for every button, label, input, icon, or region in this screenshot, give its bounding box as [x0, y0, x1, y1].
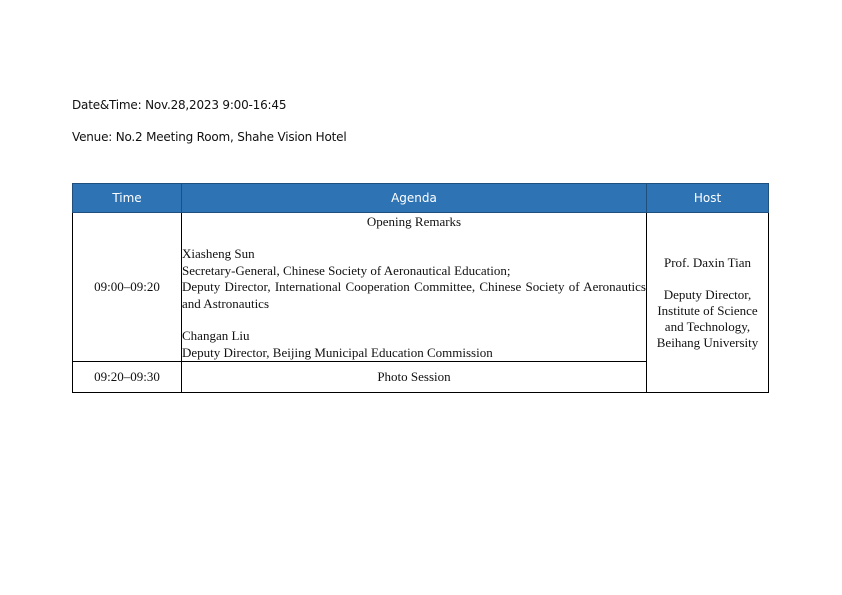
agenda-table: [72, 183, 769, 393]
speaker-role: Deputy Director, International Cooperation Committee, Chinese Society of Aeronautics and Astronautics: [182, 279, 646, 311]
speaker-role: Deputy Director, Beijing Municipal Education Commission: [182, 344, 493, 360]
column-header-time: Time: [73, 184, 182, 213]
agenda-cell: [182, 213, 647, 362]
time-cell: 09:20–09:30: [73, 362, 182, 393]
host-title-line: Deputy Director,: [663, 286, 752, 302]
column-header-host: Host: [647, 184, 769, 213]
agenda-item-title: Photo Session: [182, 362, 647, 393]
host-name: Prof. Daxin Tian: [663, 254, 752, 270]
column-header-agenda: Agenda: [182, 184, 647, 213]
event-venue: Venue: No.2 Meeting Room, Shahe Vision Hotel: [72, 130, 347, 144]
host-title-line: Beihang University: [656, 334, 759, 350]
speaker-name: Changan Liu: [182, 328, 250, 343]
table-header-row: [73, 184, 769, 213]
speaker-role: Secretary-General, Chinese Society of Aeronautical Education;: [182, 262, 511, 278]
table-row: [73, 213, 769, 362]
host-title-line: Institute of Science: [657, 302, 758, 318]
speaker-name: Xiasheng Sun: [182, 246, 255, 261]
time-cell: 09:00–09:20: [73, 213, 182, 362]
host-cell: [647, 213, 769, 393]
agenda-item-title: Opening Remarks: [366, 214, 462, 229]
host-title-line: and Technology,: [664, 318, 751, 334]
event-datetime: Date&Time: Nov.28,2023 9:00-16:45: [72, 98, 287, 112]
